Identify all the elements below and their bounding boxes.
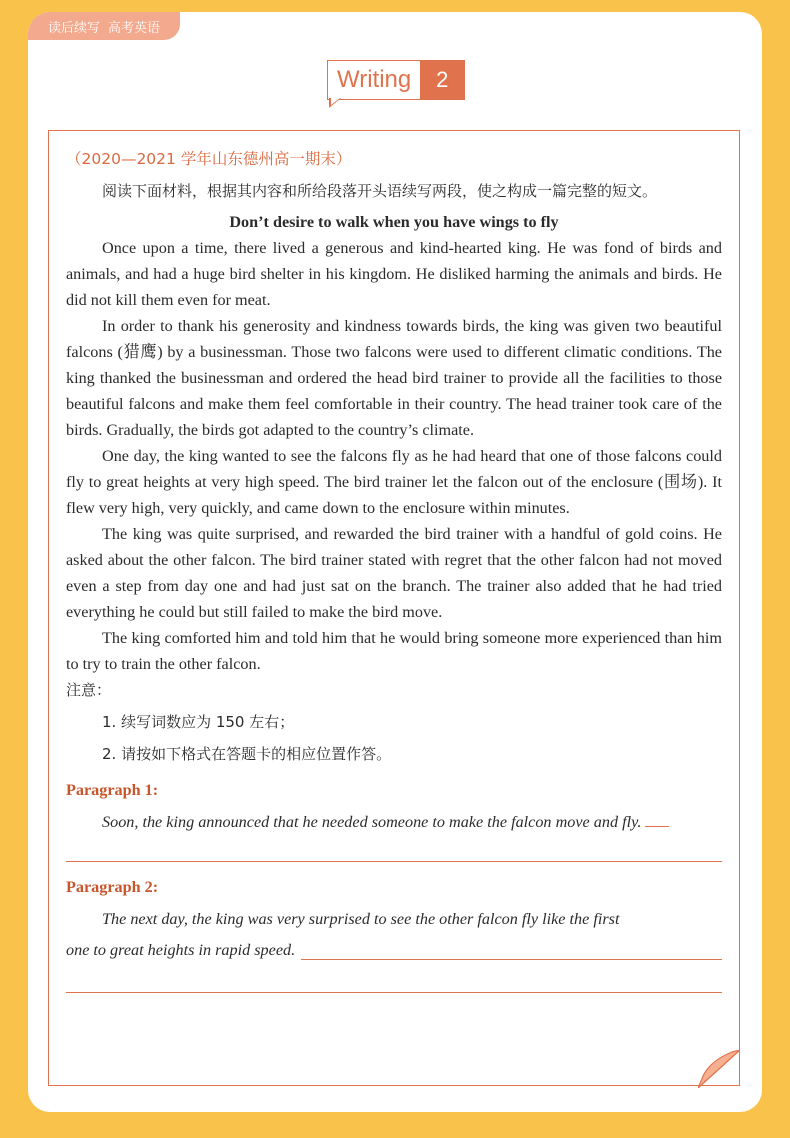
tag-text-1: 读后续写 <box>48 20 101 36</box>
paragraph-2-opening-line-2 <box>66 935 722 966</box>
answer-line-1[interactable] <box>66 835 722 862</box>
paragraph-1-opening-text: Soon, the king announced that he needed someone to make the falcon move and fly. <box>102 813 642 831</box>
passage-paragraph-2: In order to thank his generosity and kindness towards birds, the king was given two beautiful falcons (猎鹰) by a businessman. Those two falcons were used to different climatic conditions. The king thanked the businessman and ordered the head bird trainer to provide all the facilities to those beautiful falcons and make them feel comfortable in their country. The head trainer took care of the birds. Gradually, the birds got adapted to the country’s climate. <box>66 317 722 439</box>
badge-number: 2 <box>420 61 464 99</box>
page-curl-icon <box>698 1050 740 1088</box>
answer-blank-inline-1[interactable] <box>645 826 669 827</box>
paragraph-1-opening <box>66 809 722 835</box>
paragraph-2-opening-line-1: The next day, the king was very surprised to see the other falcon fly like the first <box>102 910 620 928</box>
answer-blank-inline-2[interactable] <box>301 935 722 960</box>
paragraph-2-opening-text-2: one to great heights in rapid speed. <box>66 941 296 959</box>
note-item-1: 1. 续写词数应为 150 左右； <box>102 713 295 731</box>
passage-title: Don’t desire to walk when you have wings to fly <box>229 213 559 231</box>
section-tag <box>28 12 180 40</box>
passage-paragraph-5: The king comforted him and told him that he would bring someone more experienced than him to try to train the other falcon. <box>66 629 722 673</box>
passage-paragraph-3: One day, the king wanted to see the falcons fly as he had heard that one of those falcons could fly to great heights at very high speed. The bird trainer let the falcon out of the enclosure (围场). It flew very high, very quickly, and came down to the enclosure within minutes. <box>66 447 722 517</box>
writing-badge <box>327 60 465 100</box>
note-item-2: 2. 请按如下格式在答题卡的相应位置作答。 <box>102 745 392 763</box>
passage-paragraph-4: The king was quite surprised, and rewarded the bird trainer with a handful of gold coins. He asked about the other falcon. The bird trainer stated with regret that the other falcon had not moved even a step from day one and had just sat on the branch. The trainer also added that he had tried everything he could but still failed to make the bird move. <box>66 525 722 621</box>
paragraph-2-label: Paragraph 2: <box>66 878 159 896</box>
badge-word: Writing <box>337 66 412 93</box>
instruction: 阅读下面材料，根据其内容和所给段落开头语续写两段，使之构成一篇完整的短文。 <box>102 182 658 200</box>
source-line: （2020—2021 学年山东德州高一期末） <box>66 150 352 168</box>
passage-paragraph-1: Once upon a time, there lived a generous and kind-hearted king. He was fond of birds and animals, and had a huge bird shelter in his kingdom. He disliked harming the animals and birds. He did not kill them even for meat. <box>66 239 722 309</box>
exercise-content <box>66 146 722 993</box>
paragraph-1-label: Paragraph 1: <box>66 781 159 799</box>
answer-line-2[interactable] <box>66 966 722 993</box>
notes-heading: 注意： <box>66 681 112 699</box>
badge-tail-inner <box>331 98 340 105</box>
tag-text-2: 高考英语 <box>108 20 161 36</box>
